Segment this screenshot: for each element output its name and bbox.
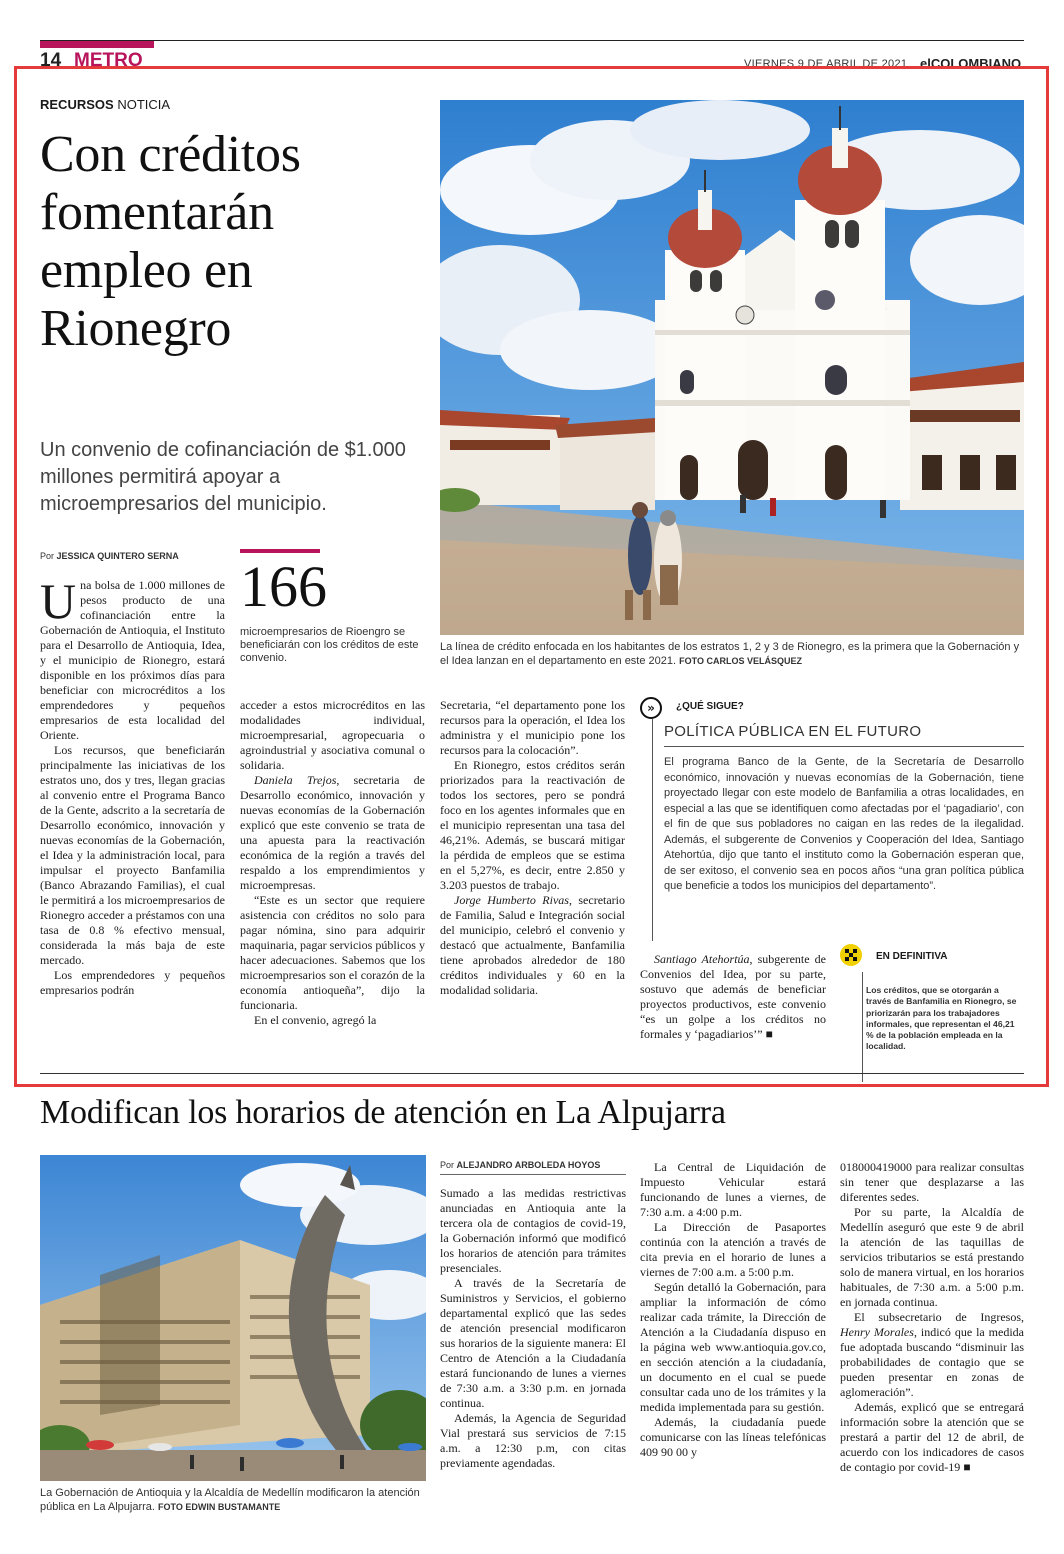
byline-prefix: Por <box>440 1160 455 1170</box>
article-kicker <box>40 97 170 112</box>
body-paragraph: En el convenio, agregó la <box>254 1013 377 1027</box>
body-paragraph: En Rionegro, estos créditos serán priorizados para la reactivación de todos los sectores, pero se pondrá foco en los agentes informales que en el municipio representan una tasa del 46,21%. Además, se buscará mitigar la pérdida de empleos que se estima en el 5,27%, es decir, entre 2.850 y 3.203 puestos de trabajo. <box>440 758 625 892</box>
newspaper-brand: elCOLOMBIANO <box>920 56 1022 71</box>
byline-author: ALEJANDRO ARBOLEDA HOYOS <box>456 1160 601 1170</box>
caption-text: La Gobernación de Antioquia y la Alcaldía de Medellín modificaron la atención pública en La Alpujarra. <box>40 1487 420 1513</box>
body-paragraph: Además, la Agencia de Seguridad Vial prestará sus servicios de 7:15 a.m. a 12:30 p.m, con citas previamente agendadas. <box>440 1411 626 1470</box>
end-mark: ■ <box>765 1027 773 1041</box>
person-name: Santiago Atehortúa <box>654 952 750 966</box>
body-paragraph: Secretaria, “el departamento pone los recursos para la operación, el Idea los administra y el municipio pone los recursos para la colocación”. <box>440 698 625 757</box>
summary-label: EN DEFINITIVA <box>876 951 948 962</box>
kicker-type: NOTICIA <box>117 97 171 112</box>
article-column-1 <box>40 573 225 998</box>
person-name: Henry Morales <box>840 1325 914 1339</box>
body-paragraph: Los emprendedores y pequeños empresarios podrán <box>40 968 225 997</box>
drop-cap: U <box>40 573 77 629</box>
church-photo <box>440 100 1024 635</box>
header-rule <box>40 40 1024 41</box>
photo-credit: FOTO CARLOS VELÁSQUEZ <box>679 656 802 666</box>
body-paragraph: Daniela Trejos, secretaria de Desarrollo económico, innovación y nuevas economías de la Gobernación explicó que este convenio se trata de una apuesta para la reactivación económica de la región a través del respaldo a los emprendimientos y microempresas. <box>240 773 425 892</box>
article2-byline <box>440 1160 600 1170</box>
body-paragraph: Por su parte, la Alcaldía de Medellín aseguró que este 9 de abril la atención de las taquillas de servicios tributarios se está prestando solo de manera virtual, en los horarios habituales, de 7:30 a.m. a 5:00 p.m. en jornada continua. <box>840 1205 1024 1309</box>
body-paragraph: A través de la Secretaría de Suministros y Servicios, el gobierno departamental explicó que las sedes de atención presencial modificaron sus horarios de la siguiente manera: El Centro de Atención a la Ciudadanía estará funcionando de lunes a viernes de 7:30 a.m. a 3:30 p.m. en jornada continua. <box>440 1276 626 1410</box>
body-paragraph: Sumado a las medidas restrictivas anunciadas en Antioquia ante la tercera ola de contagios de covid-19, la Gobernación informó que modificó los horarios de atención para trámites presenciales. <box>440 1186 626 1275</box>
section-name: METRO <box>74 50 143 71</box>
byline-prefix: Por <box>40 551 55 561</box>
body-paragraph: acceder a estos microcréditos en las modalidades individual, microempresarial, agropecuaria o agroindustrial y asociativa comunal o solidaria. <box>240 698 425 772</box>
sidebar-text: El programa Banco de la Gente, de la Secretaría de Desarrollo económico, innovación y nuevas economías de la Gobernación, tiene proyectado llegar con este modelo de Banfamilia a otras localidades, en especial a las que se identifiquen como afectadas por el ‘pagadiario’, con el fin de que sus pobladores no caigan en las redes de la ilegalidad. Además, el subgerente de Convenios y Cooperación del Idea, Santiago Atehortúa, dijo que tanto el instituto como la Gobernación esperan que, de ser exitoso, el convenio sea en pocos años “una gran política pública que beneficie a todos los municipios del departamento”. <box>664 756 1024 892</box>
stat-accent-bar <box>240 549 320 553</box>
body-paragraph: Además, la ciudadanía puede comunicarse con las líneas telefónicas 409 90 00 y <box>640 1415 826 1459</box>
checkered-flag-icon <box>839 943 863 967</box>
sidebar-label: ¿QUÉ SIGUE? <box>676 701 744 712</box>
body-paragraph: La Central de Liquidación de Impuesto Vehicular estará funcionando de lunes a viernes, de 7:30 a.m. a 4:00 p.m. <box>640 1160 826 1219</box>
photo-caption <box>440 640 1024 668</box>
body-paragraph: Además, explicó que se entregará información sobre la atención que se prestará a partir del 12 de abril, de acuerdo con los indicadores de casos de contagio por covid-19 ■ <box>840 1400 1024 1474</box>
photo2-caption <box>40 1486 426 1514</box>
byline-author: JESSICA QUINTERO SERNA <box>56 551 179 561</box>
body-paragraph: Según detalló la Gobernación, para ampliar la información de cómo realizar cada trámite, la Dirección de Atención a la Ciudadanía dispuso en la página web www.antioquia.gov.co, en sección atención a la ciudadanía, un documento en el cual se puede consultar cada uno de los trámites y la medida implementada para su gestión. <box>640 1280 826 1414</box>
body-paragraph: Los recursos, que beneficiarán principalmente las iniciativas de los estratos uno, dos y tres, llegan gracias al convenio entre el Programa Banco de la Gente, adscrito a la secretaría de Desarrollo económico, innovación y nuevas economías de la Gobernación, el Idea y la administración local, para impulsar el proyecto Banfamilia (Banco Abrazando Familias), el cual le permitirá a los microempresarios de Rionegro acceder a préstamos con una tasa de 0.8 % efectivo mensual, considerada la más baja de este mercado. <box>40 743 225 967</box>
article-headline: Con créditos fomentarán empleo en Rionegro <box>40 126 301 357</box>
summary-text: Los créditos, que se otorgarán a través de Banfamilia en Rionegro, se priorizarán para los trabajadores informales, que representan el 46,21 % de la población empleada en la localidad. <box>866 985 1017 1052</box>
church-photo-illustration <box>440 100 1024 635</box>
section-accent-bar <box>40 41 154 48</box>
body-paragraph: Una bolsa de 1.000 millones de pesos producto de una cofinanciación entre la Gobernación de Antioquia, el Instituto para el Desarrollo de Antioquia, Idea, y el municipio de Rionegro, estará disponible en los próximos días para beneficiar con microcréditos a los emprendedores y pequeños empresarios de esta localidad del Oriente. <box>40 573 225 742</box>
body-paragraph: 018000419000 para realizar consultas sin tener que desplazarse a las diferentes sedes. <box>840 1160 1024 1204</box>
article-deck: Un convenio de cofinanciación de $1.000 millones permitirá apoyar a microempresarios del municipio. <box>40 439 406 515</box>
end-mark: ■ <box>963 1460 971 1474</box>
article2-column-1 <box>440 1186 626 1471</box>
kicker-category: RECURSOS <box>40 97 114 112</box>
stat-number: 166 <box>240 554 327 619</box>
person-name: Jorge Humberto Rivas <box>454 893 569 907</box>
body-paragraph: La Dirección de Pasaportes continúa con la atención a través de cita previa en el horario de lunes a viernes de 7:00 a.m. a 5:00 p.m. <box>640 1220 826 1279</box>
stat-description: microempresarios de Rioengro se beneficiarán con los créditos de este convenio. <box>240 626 419 664</box>
body-paragraph: “Este es un sector que requiere asistencia con créditos no solo para pagar nómina, sino para adquirir maquinaria, pagar servicios públicos y hacer adecuaciones. Sabemos que los microempresarios son el corazón de la economía antioqueña”, dijo la funcionaria. <box>240 893 425 1012</box>
byline-rule <box>440 1174 626 1175</box>
issue-date: VIERNES 9 DE ABRIL DE 2021 <box>744 58 908 70</box>
article2-column-3 <box>840 1160 1024 1475</box>
article-byline <box>40 551 179 561</box>
article2-headline: Modifican los horarios de atención en La Alpujarra <box>40 1094 726 1131</box>
alpujarra-photo <box>40 1155 426 1481</box>
article-column-3 <box>440 698 625 998</box>
caption-text: La línea de crédito enfocada en los habitantes de los estratos 1, 2 y 3 de Rionegro, es la primera que la Gobernación y el Idea lanzan en el departamento en este 2021. <box>440 641 1020 667</box>
fast-forward-icon: » <box>640 697 662 719</box>
body-paragraph: Santiago Atehortúa, subgerente de Convenios del Idea, por su parte, sostuvo que además de beneficiar proyectos productivos, este convenio “es un golpe a los créditos no formales y ‘pagadiarios’” ■ <box>640 952 826 1041</box>
article-column-2 <box>240 698 425 1028</box>
article2-column-2 <box>640 1160 826 1460</box>
page-number: 14 <box>40 50 62 71</box>
article-column-4 <box>640 952 826 1042</box>
sidebar-title: POLÍTICA PÚBLICA EN EL FUTURO <box>664 723 1024 747</box>
alpujarra-photo-illustration <box>40 1155 426 1481</box>
person-name: Daniela Trejos <box>254 773 337 787</box>
body-paragraph: El subsecretario de Ingresos, Henry Morales, indicó que la medida fue adoptada buscando “disminuir las probabilidades de contagio que se pueden presentar en zonas de aglomeración”. <box>840 1310 1025 1399</box>
photo-credit: FOTO EDWIN BUSTAMANTE <box>158 1502 281 1512</box>
article-separator <box>40 1073 1024 1074</box>
body-paragraph: Jorge Humberto Rivas, secretario de Familia, Salud e Integración social del municipio, celebró el convenio y destacó que actualmente, Banfamilia tiene aprobados alrededor de 180 créditos individuales y 60 en la modalidad solidaria. <box>440 893 626 997</box>
